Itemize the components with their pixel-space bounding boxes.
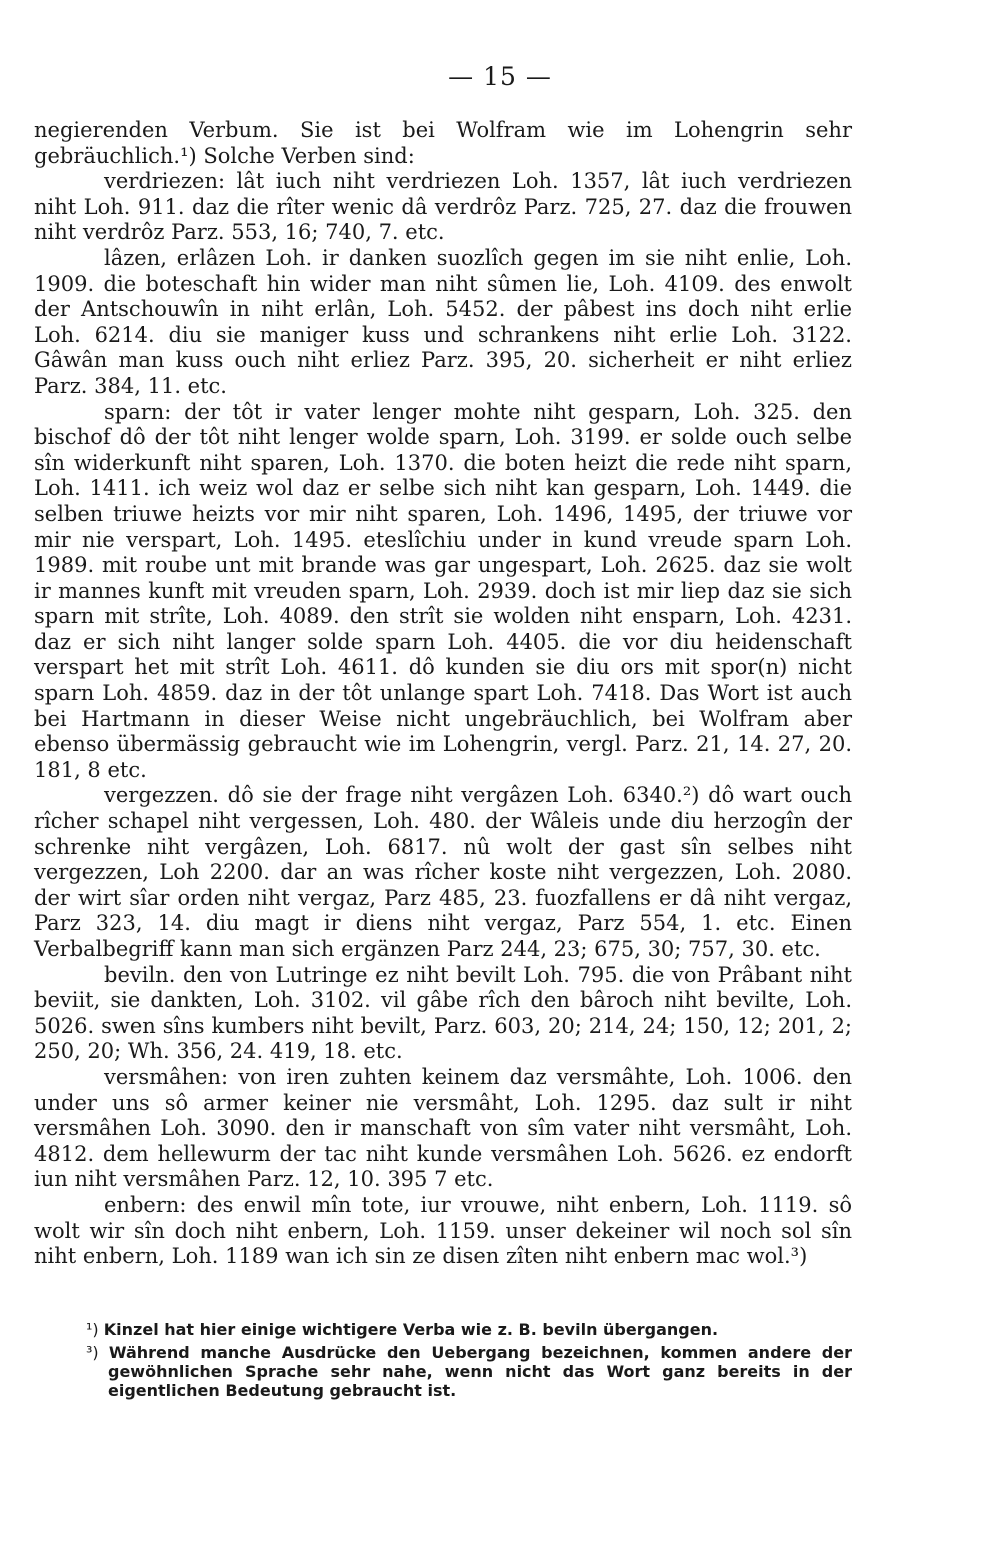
paragraph-verdriezen: verdriezen: lât iuch niht verdriezen Loh. 1357, lât iuch verdriezen niht Loh. 911. daz die rîter wenic dâ verdrôz Parz. 725, 27. daz die frouwen niht verdrôz Parz. 553, 16; 740, 7. etc.: [34, 169, 852, 245]
paragraph-lazen: lâzen, erlâzen Loh. ir danken suozlîch gegen im sie niht enlie, Loh. 1909. die boteschaft hin wider man niht sûmen lie, Loh. 4109. des enwolt der Antschouwîn in niht erlân, Loh. 5452. der pâbest ins doch niht erlie Loh. 6214. diu sie maniger kuss und schrankens niht erlie Loh. 3122. Gâwân man kuss ouch niht erliez Parz. 395, 20. sicherheit er niht erliez Parz. 384, 11. etc.: [34, 245, 852, 398]
page-number: — 15 —: [448, 62, 552, 91]
body-text: [34, 118, 852, 1270]
paragraph-vergezzen: vergezzen. dô sie der frage niht vergâzen Loh. 6340.²) dô wart ouch rîcher schapel niht vergessen, Loh. 480. der Wâleis unde diu herzogîn der schrenke niht vergâzen, Loh. 6817. nû wolt der gast sîn selbes niht vergezzen, Loh 2200. dar an was rîcher koste niht vergezzen, Loh. 2080. der wirt sîar orden niht vergaz, Parz 485, 23. fuozfallens er dâ niht vergaz, Parz 323, 14. diu magt ir diens niht vergaz, Parz 554, 1. etc. Einen Verbalbegriff kann man sich ergänzen Parz 244, 23; 675, 30; 757, 30. etc.: [34, 783, 852, 961]
paragraph-sparn: sparn: der tôt ir vater lenger mohte niht gesparn, Loh. 325. den bischof dô der tôt niht lenger wolde sparn, Loh. 3199. er solde ouch selbe sîn widerkunft niht sparen, Loh. 1370. die boten heizt die rede niht sparn, Loh. 1411. ich weiz wol daz er selbe sich niht kan gesparn, Loh. 1449. die selben triuwe heizts vor mir niht sparen, Loh. 1496, 1495, der triuwe vor mir nie verspart, Loh. 1495. eteslîchiu under in kund vreude sparn Loh. 1989. mit roube unt mit brande was gar ungespart, Loh. 2625. daz sie wolt ir mannes kunft mit vreuden sparn, Loh. 2939. doch ist mir liep daz sie sich sparn mit strîte, Loh. 4089. den strît sie wolden niht ensparn, Loh. 4231. daz er sich niht langer solde sparn Loh. 4405. die vor diu heidenschaft verspart het mit strît Loh. 4611. dô kunden sie diu ors mit spor(n) nicht sparn Loh. 4859. daz in der tôt unlange spart Loh. 7418. Das Wort ist auch bei Hartmann in dieser Weise nicht ungebräuchlich, bei Wolfram aber ebenso übermässig gebraucht wie im Lohengrin, vergl. Parz. 21, 14. 27, 20. 181, 8 etc.: [34, 399, 852, 782]
paragraph-beviln: beviln. den von Lutringe ez niht bevilt Loh. 795. die von Prâbant niht beviit, sie dankten, Loh. 3102. vil gâbe rîch den bâroch niht bevilte, Loh. 5026. swen sîns kumbers niht bevilt, Parz. 603, 20; 214, 24; 150, 12; 201, 2; 250, 20; Wh. 356, 24. 419, 18. etc.: [34, 962, 852, 1064]
paragraph-enbern: enbern: des enwil mîn tote, iur vrouwe, niht enbern, Loh. 1119. sô wolt wir sîn doch niht enbern, Loh. 1159. unser dekeiner wil noch sol sîn niht enbern, Loh. 1189 wan ich sin ze disen zîten niht enbern mac wol.³): [34, 1192, 852, 1269]
footnote-mark: ¹): [86, 1320, 99, 1339]
footnote: [86, 1320, 852, 1339]
footnote-text: Während manche Ausdrücke den Uebergang bezeichnen, kommen andere der gewöhnlichen Sprache sehr nahe, wenn nicht das Wort ganz bereits in der eigentlichen Bedeutung gebraucht ist.: [108, 1343, 852, 1400]
paragraph-intro: negierenden Verbum. Sie ist bei Wolfram wie im Lohengrin sehr gebräuchlich.¹) Solche Verben sind:: [34, 118, 852, 168]
footnotes: [86, 1320, 852, 1404]
footnote: [86, 1343, 852, 1400]
paragraph-versmahen: versmâhen: von iren zuhten keinem daz versmâhte, Loh. 1006. den under uns sô armer keiner nie versmâht, Loh. 1295. daz sult ir niht versmâhen Loh. 3090. den ir manschaft von sîm vater niht versmâht, Loh. 4812. dem hellewurm der tac niht kunde versmâhen Loh. 5626. ez endorft iun niht versmâhen Parz. 12, 10. 395 7 etc.: [34, 1064, 852, 1192]
footnote-text: Kinzel hat hier einige wichtigere Verba wie z. B. beviln übergangen.: [103, 1320, 719, 1339]
footnote-mark: ³): [86, 1343, 99, 1362]
